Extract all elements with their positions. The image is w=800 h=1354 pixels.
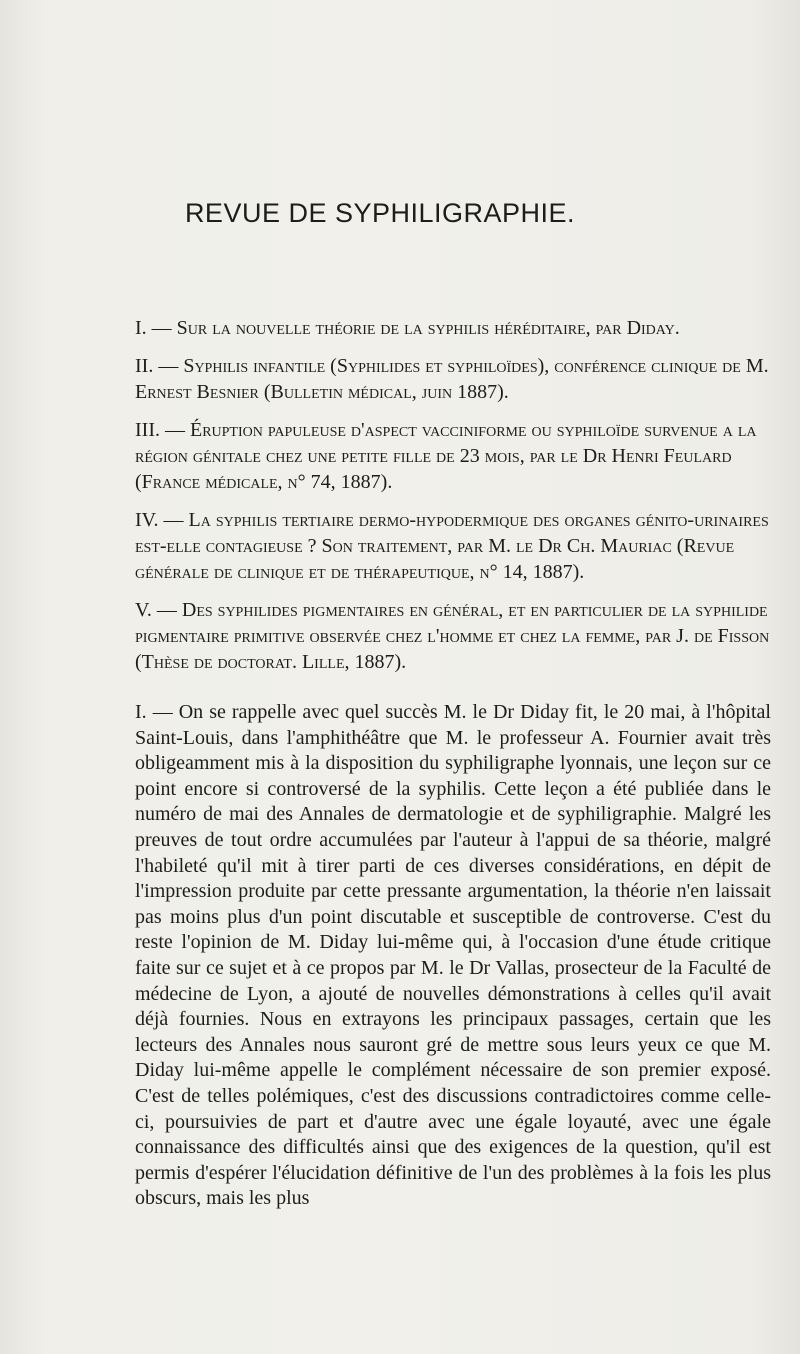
toc-item-4 — [135, 507, 771, 585]
toc-item-number: IV. — [135, 509, 159, 531]
toc-item-number: III. — [135, 419, 160, 441]
toc-item-text: — Sur la nouvelle théorie de la syphilis héréditaire, par Diday. — [151, 317, 680, 339]
body-paragraph: I. — On se rappelle avec quel succès M. le Dr Diday fit, le 20 mai, à l'hôpital Saint-Louis, dans l'amphithéâtre que M. le professeur A. Fournier avait très obligeamment mis à la disposition du syphiligraphe lyonnais, une leçon sur ce point encore si controversé de la syphilis. Cette leçon a été publiée dans le numéro de mai des Annales de dermatologie et de syphiligraphie. Malgré les preuves de tout ordre accumulées par l'auteur à l'appui de sa théorie, malgré l'habileté qu'il mit à tirer parti de ces diverses considérations, en dépit de l'impression produite par cette pressante argumentation, la théorie n'en laissait pas moins plus d'un point discutable et susceptible de controverse. C'est du reste l'opinion de M. Diday lui-même qui, à l'occasion d'une étude critique faite sur ce sujet et à ce propos par M. le Dr Vallas, prosecteur de la Faculté de médecine de Lyon, a ajouté de nouvelles démonstrations à celles qu'il avait déjà fournies. Nous en extrayons les principaux passages, certain que les lecteurs des Annales nous sauront gré de mettre sous leurs yeux ce que M. Diday lui-même appelle le complément nécessaire de son premier exposé. C'est de telles polémiques, c'est des discussions contradictoires comme celle-ci, poursuivies de part et d'autre avec une égale loyauté, avec une égale connaissance des difficultés ainsi que des exigences de la question, qu'il est permis d'espérer l'élucidation définitive de l'un des problèmes à la fois les plus obscurs, mais les plus — [135, 701, 771, 1210]
toc-item-text: — Syphilis infantile (Syphilides et syphiloïdes), conférence clinique de M. Ernest Besnier (Bulletin médical, juin 1887). — [135, 355, 769, 403]
toc-item-3 — [135, 417, 771, 495]
toc-item-1 — [135, 315, 771, 341]
table-of-contents — [135, 315, 771, 687]
toc-item-number: I. — [135, 317, 147, 339]
toc-item-number: II. — [135, 355, 154, 377]
page-title: REVUE DE SYPHILIGRAPHIE. — [184, 198, 576, 228]
toc-item-number: V. — [135, 599, 152, 621]
toc-item-text: — La syphilis tertiaire dermo-hypodermique des organes génito-urinaires est-elle contagieuse ? Son traitement, par M. le Dr Ch. Mauriac (Revue générale de clinique et de thérapeutique, n° 14, 1887). — [135, 509, 769, 583]
toc-item-text: — Des syphilides pigmentaires en général, et en particulier de la syphilide pigmentaire primitive observée chez l'homme et chez la femme, par J. de Fisson (Thèse de doctorat. Lille, 1887). — [135, 599, 770, 673]
toc-item-2 — [135, 353, 771, 405]
toc-item-5 — [135, 597, 771, 675]
toc-item-text: — Éruption papuleuse d'aspect vacciniforme ou syphiloïde survenue a la région génitale chez une petite fille de 23 mois, par le Dr Henri Feulard (France médicale, n° 74, 1887). — [135, 419, 757, 493]
